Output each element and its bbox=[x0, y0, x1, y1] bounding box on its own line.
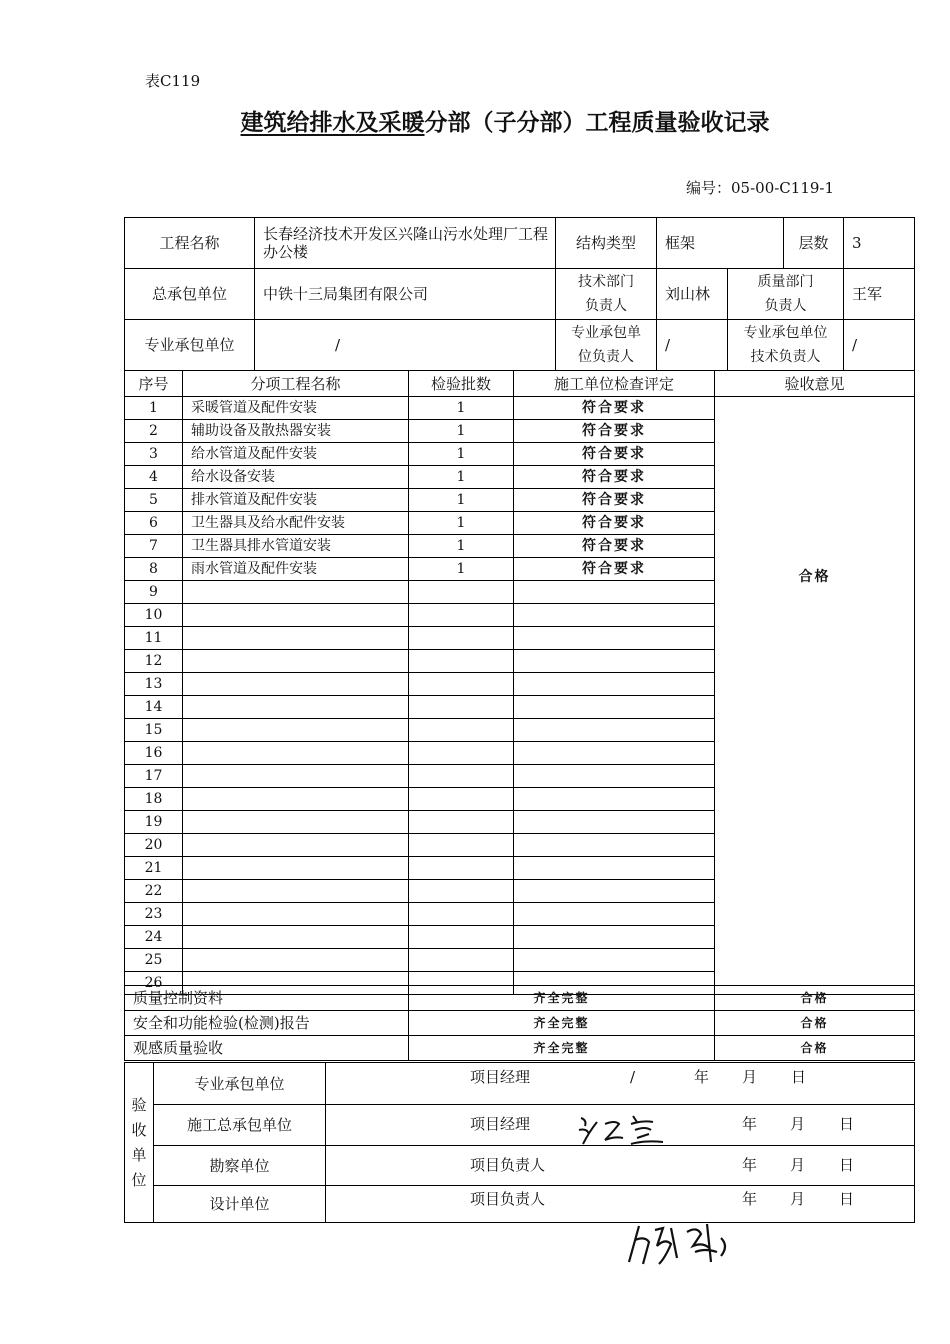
item-name bbox=[183, 742, 409, 765]
acceptance-signature-cell bbox=[326, 1146, 915, 1186]
acceptance-role: 项目经理 bbox=[470, 1068, 531, 1086]
item-check: 符合要求 bbox=[514, 420, 715, 443]
item-batches: 1 bbox=[409, 443, 514, 466]
item-no: 3 bbox=[125, 443, 183, 466]
item-batches: 1 bbox=[409, 512, 514, 535]
item-rows bbox=[125, 397, 915, 995]
item-check bbox=[514, 788, 715, 811]
item-batches bbox=[409, 627, 514, 650]
acceptance-signature-cell bbox=[326, 1063, 915, 1105]
item-name bbox=[183, 857, 409, 880]
summary-check: 齐全完整 bbox=[409, 986, 715, 1011]
summary-label: 安全和功能检验(检测)报告 bbox=[125, 1011, 409, 1036]
acceptance-side-char: 位 bbox=[131, 1170, 147, 1189]
tech-head-value: 刘山林 bbox=[657, 269, 728, 320]
item-no: 15 bbox=[125, 719, 183, 742]
acceptance-year: 年 bbox=[742, 1156, 758, 1174]
item-no: 13 bbox=[125, 673, 183, 696]
acceptance-row bbox=[125, 1063, 915, 1105]
item-check: 符合要求 bbox=[514, 466, 715, 489]
item-check bbox=[514, 926, 715, 949]
item-name bbox=[183, 811, 409, 834]
item-no: 19 bbox=[125, 811, 183, 834]
floors-label: 层数 bbox=[784, 218, 844, 269]
quality-head-label bbox=[728, 269, 844, 320]
item-batches: 1 bbox=[409, 558, 514, 581]
acceptance-month: 月 bbox=[790, 1156, 806, 1174]
acceptance-mid: / bbox=[630, 1068, 636, 1086]
handwritten-signature-contractor bbox=[575, 1108, 670, 1148]
items-opinion: 合格 bbox=[715, 397, 915, 995]
item-no: 4 bbox=[125, 466, 183, 489]
summary-opinion: 合格 bbox=[715, 986, 915, 1011]
project-name-value: 长春经济技术开发区兴隆山污水处理厂工程 办公楼 bbox=[255, 218, 556, 269]
title-underlined: 建筑给排水及采暖 bbox=[240, 110, 425, 136]
acceptance-row bbox=[125, 1105, 915, 1146]
item-name bbox=[183, 650, 409, 673]
sub-head-label-2: 位负责人 bbox=[578, 349, 634, 365]
item-no: 9 bbox=[125, 581, 183, 604]
quality-head-label-2: 负责人 bbox=[764, 298, 807, 314]
item-name bbox=[183, 926, 409, 949]
item-check bbox=[514, 765, 715, 788]
item-no: 10 bbox=[125, 604, 183, 627]
acceptance-year: 年 bbox=[694, 1068, 710, 1086]
item-batches bbox=[409, 834, 514, 857]
document-title bbox=[0, 104, 950, 137]
item-check bbox=[514, 880, 715, 903]
item-no: 7 bbox=[125, 535, 183, 558]
summary-table bbox=[124, 985, 915, 1061]
item-name bbox=[183, 696, 409, 719]
item-check bbox=[514, 604, 715, 627]
item-batches bbox=[409, 903, 514, 926]
document-code: 编号：05-00-C119-1 bbox=[686, 179, 835, 197]
item-check bbox=[514, 857, 715, 880]
item-batches bbox=[409, 696, 514, 719]
item-no: 5 bbox=[125, 489, 183, 512]
tech-head-label-2: 负责人 bbox=[585, 298, 627, 314]
item-batches bbox=[409, 949, 514, 972]
item-no: 12 bbox=[125, 650, 183, 673]
acceptance-role: 项目负责人 bbox=[470, 1156, 546, 1174]
items-table bbox=[124, 370, 915, 995]
summary-check: 齐全完整 bbox=[409, 1011, 715, 1036]
item-name: 辅助设备及散热器安装 bbox=[183, 420, 409, 443]
item-check bbox=[514, 581, 715, 604]
item-no: 18 bbox=[125, 788, 183, 811]
acceptance-signature-cell bbox=[326, 1186, 915, 1223]
sub-head-value: / bbox=[657, 320, 728, 371]
item-name: 雨水管道及配件安装 bbox=[183, 558, 409, 581]
acceptance-table bbox=[124, 1062, 915, 1223]
item-check bbox=[514, 949, 715, 972]
item-no: 17 bbox=[125, 765, 183, 788]
item-check bbox=[514, 627, 715, 650]
item-batches bbox=[409, 811, 514, 834]
contractor-value: 中铁十三局集团有限公司 bbox=[255, 269, 556, 320]
sub-tech-label-1: 专业承包单位 bbox=[743, 325, 828, 341]
form-number: 表C119 bbox=[145, 72, 201, 90]
sub-head-label bbox=[556, 320, 657, 371]
item-name: 给水管道及配件安装 bbox=[183, 443, 409, 466]
item-check: 符合要求 bbox=[514, 512, 715, 535]
sub-tech-label-2: 技术负责人 bbox=[750, 349, 821, 365]
item-check bbox=[514, 650, 715, 673]
item-no: 8 bbox=[125, 558, 183, 581]
item-no: 23 bbox=[125, 903, 183, 926]
summary-label: 观感质量验收 bbox=[125, 1036, 409, 1061]
item-no: 1 bbox=[125, 397, 183, 420]
item-check bbox=[514, 903, 715, 926]
item-name bbox=[183, 581, 409, 604]
item-no: 6 bbox=[125, 512, 183, 535]
item-name: 卫生器具及给水配件安装 bbox=[183, 512, 409, 535]
item-batches bbox=[409, 673, 514, 696]
item-batches bbox=[409, 880, 514, 903]
acceptance-row bbox=[125, 1186, 915, 1223]
structure-label: 结构类型 bbox=[556, 218, 657, 269]
item-no: 11 bbox=[125, 627, 183, 650]
item-batches bbox=[409, 926, 514, 949]
item-name: 卫生器具排水管道安装 bbox=[183, 535, 409, 558]
item-check bbox=[514, 742, 715, 765]
item-batches: 1 bbox=[409, 466, 514, 489]
acceptance-unit: 设计单位 bbox=[154, 1186, 326, 1223]
col-header-opinion: 验收意见 bbox=[715, 371, 915, 397]
item-no: 25 bbox=[125, 949, 183, 972]
acceptance-day: 日 bbox=[791, 1068, 807, 1086]
col-header-no: 序号 bbox=[125, 371, 183, 397]
summary-opinion: 合格 bbox=[715, 1036, 915, 1061]
col-header-name: 分项工程名称 bbox=[183, 371, 409, 397]
item-check: 符合要求 bbox=[514, 443, 715, 466]
contractor-label: 总承包单位 bbox=[125, 269, 255, 320]
item-name bbox=[183, 719, 409, 742]
item-batches: 1 bbox=[409, 535, 514, 558]
quality-head-value: 王军 bbox=[844, 269, 915, 320]
tech-head-label-1: 技术部门 bbox=[578, 274, 634, 290]
summary-check: 齐全完整 bbox=[409, 1036, 715, 1061]
item-no: 16 bbox=[125, 742, 183, 765]
summary-row bbox=[125, 1011, 915, 1036]
acceptance-day: 日 bbox=[839, 1190, 855, 1208]
item-name bbox=[183, 604, 409, 627]
sub-contractor-label: 专业承包单位 bbox=[125, 320, 255, 371]
tech-head-label bbox=[556, 269, 657, 320]
col-header-batches: 检验批数 bbox=[409, 371, 514, 397]
item-batches bbox=[409, 788, 514, 811]
item-check: 符合要求 bbox=[514, 558, 715, 581]
acceptance-rows bbox=[125, 1063, 915, 1223]
acceptance-month: 月 bbox=[790, 1115, 806, 1133]
acceptance-month: 月 bbox=[742, 1068, 758, 1086]
item-check: 符合要求 bbox=[514, 535, 715, 558]
item-no: 26 bbox=[125, 972, 183, 995]
item-name bbox=[183, 673, 409, 696]
item-name bbox=[183, 949, 409, 972]
item-check: 符合要求 bbox=[514, 397, 715, 420]
acceptance-role: 项目经理 bbox=[470, 1115, 531, 1133]
sub-head-label-1: 专业承包单 bbox=[571, 325, 641, 341]
item-check bbox=[514, 834, 715, 857]
quality-head-label-1: 质量部门 bbox=[757, 274, 814, 290]
item-name: 采暖管道及配件安装 bbox=[183, 397, 409, 420]
item-batches bbox=[409, 742, 514, 765]
item-batches bbox=[409, 581, 514, 604]
item-check bbox=[514, 673, 715, 696]
item-no: 22 bbox=[125, 880, 183, 903]
acceptance-side-label bbox=[125, 1063, 154, 1223]
item-check bbox=[514, 719, 715, 742]
summary-row bbox=[125, 1036, 915, 1061]
item-no: 24 bbox=[125, 926, 183, 949]
summary-rows bbox=[125, 986, 915, 1061]
acceptance-unit: 勘察单位 bbox=[154, 1146, 326, 1186]
structure-value: 框架 bbox=[657, 218, 784, 269]
sub-contractor-value: / bbox=[255, 320, 556, 371]
item-name bbox=[183, 903, 409, 926]
item-check bbox=[514, 696, 715, 719]
item-batches: 1 bbox=[409, 489, 514, 512]
acceptance-role: 项目负责人 bbox=[470, 1190, 546, 1208]
handwritten-signature-bottom bbox=[625, 1218, 735, 1270]
acceptance-side-char: 验 bbox=[131, 1095, 147, 1114]
acceptance-day: 日 bbox=[839, 1115, 855, 1133]
item-batches bbox=[409, 719, 514, 742]
item-name: 排水管道及配件安装 bbox=[183, 489, 409, 512]
acceptance-side-char: 单 bbox=[131, 1145, 147, 1164]
acceptance-year: 年 bbox=[742, 1115, 758, 1133]
summary-label: 质量控制资料 bbox=[125, 986, 409, 1011]
acceptance-month: 月 bbox=[790, 1190, 806, 1208]
item-no: 20 bbox=[125, 834, 183, 857]
item-batches: 1 bbox=[409, 420, 514, 443]
item-no: 14 bbox=[125, 696, 183, 719]
item-name: 给水设备安装 bbox=[183, 466, 409, 489]
item-name bbox=[183, 627, 409, 650]
acceptance-unit: 施工总承包单位 bbox=[154, 1105, 326, 1146]
table-row bbox=[125, 397, 915, 420]
item-batches bbox=[409, 765, 514, 788]
item-name bbox=[183, 834, 409, 857]
item-check: 符合要求 bbox=[514, 489, 715, 512]
item-batches bbox=[409, 604, 514, 627]
item-batches bbox=[409, 650, 514, 673]
acceptance-day: 日 bbox=[839, 1156, 855, 1174]
title-rest: 分部（子分部）工程质量验收记录 bbox=[424, 110, 770, 136]
item-name bbox=[183, 788, 409, 811]
sub-tech-label bbox=[728, 320, 844, 371]
item-no: 2 bbox=[125, 420, 183, 443]
item-check bbox=[514, 811, 715, 834]
project-name-label: 工程名称 bbox=[125, 218, 255, 269]
acceptance-side-char: 收 bbox=[131, 1120, 147, 1139]
item-name bbox=[183, 765, 409, 788]
col-header-check: 施工单位检查评定 bbox=[514, 371, 715, 397]
acceptance-year: 年 bbox=[742, 1190, 758, 1208]
acceptance-row bbox=[125, 1146, 915, 1186]
item-batches: 1 bbox=[409, 397, 514, 420]
floors-value: 3 bbox=[844, 218, 915, 269]
acceptance-unit: 专业承包单位 bbox=[154, 1063, 326, 1105]
summary-row bbox=[125, 986, 915, 1011]
item-name bbox=[183, 880, 409, 903]
header-table bbox=[124, 217, 915, 371]
summary-opinion: 合格 bbox=[715, 1011, 915, 1036]
item-no: 21 bbox=[125, 857, 183, 880]
item-batches bbox=[409, 857, 514, 880]
sub-tech-value: / bbox=[844, 320, 915, 371]
